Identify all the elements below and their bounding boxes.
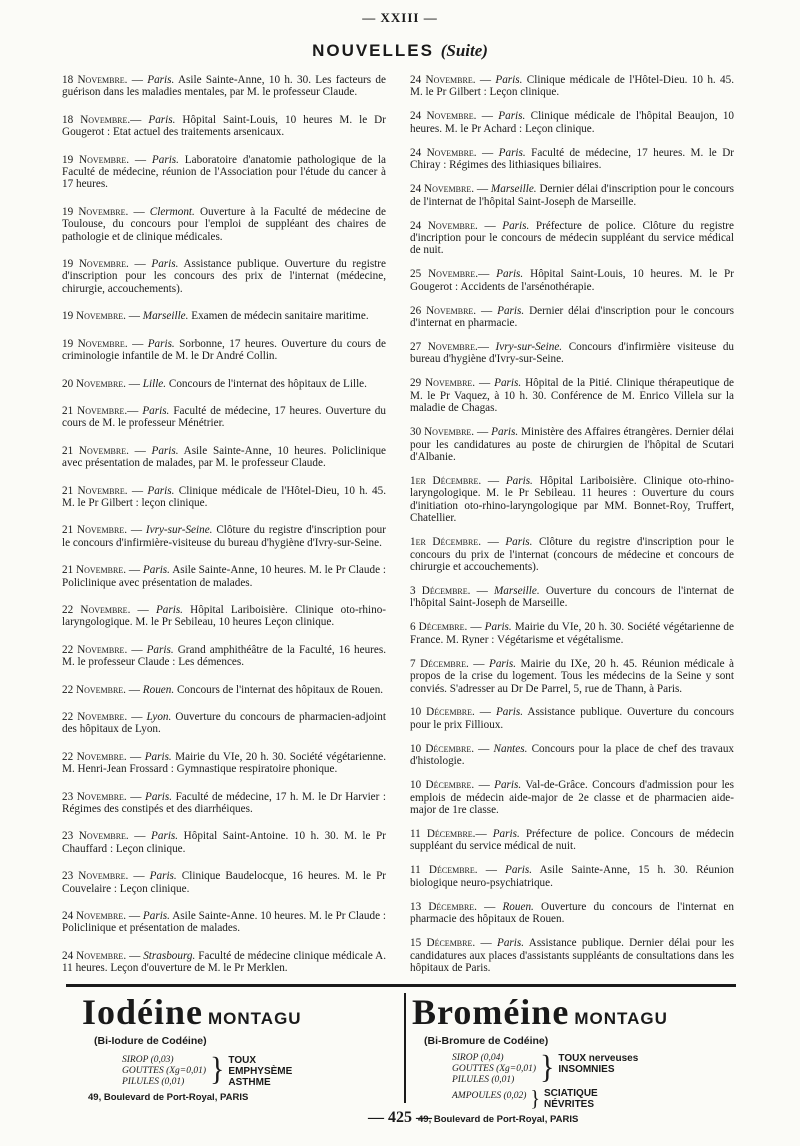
entry-dash: — [127, 524, 146, 537]
entry-dash: — [128, 870, 150, 883]
news-entry [62, 310, 386, 322]
title-suffix: (Suite) [440, 41, 488, 60]
entry-dash: — [126, 564, 143, 577]
entry-date: 22 Novembre. [62, 643, 128, 656]
entry-date: 23 Novembre. [62, 790, 127, 803]
entry-dash: — [126, 949, 144, 962]
form-item: GOUTTES (Xg=0,01) [452, 1064, 536, 1074]
entry-text: Ouverture à la Faculté de médecine de Toulouse, du concours pour l'emploi de suppléant des chaires de pathologie et de clinique médicales. [62, 205, 386, 243]
entry-place: Paris. [142, 910, 170, 923]
entry-dash [489, 341, 496, 353]
entry-place: Paris. [492, 828, 520, 840]
news-entry [410, 475, 734, 525]
entry-text: Hôpital Saint-Antoine. 10 h. 30. M. le Pr Chauffard : Leçon clinique. [62, 830, 387, 855]
news-entry [410, 743, 734, 768]
entry-place: Paris. [147, 337, 175, 350]
form-item: AMPOULES (0,02) [452, 1091, 527, 1101]
entry-text: Dernier délai d'inscription pour le concours de l'internat de l'hôpital Saint-Joseph de Marseille. [410, 183, 734, 208]
entry-dash: — [126, 750, 145, 763]
entry-text: Ouverture du concours de pharmacien-adjoint des hôpitaux de Lyon. [62, 711, 386, 736]
entry-text: Clôture du registre d'inscription pour le concours du prix de l'internat (concours de médecine et concours de chirurgie et accouchements). [410, 536, 735, 573]
entry-place: Paris. [497, 304, 525, 317]
entry-text: Faculté de médecine, 17 h. M. le Dr Harvier : Régimes des constipés et des diarrhéiques. [62, 790, 387, 816]
news-entry [410, 937, 734, 974]
entry-date: 21 Novembre. [62, 484, 128, 497]
ad-bromeine [412, 993, 742, 1125]
entry-place: Paris. [494, 377, 522, 390]
ad-subtitle: (Bi-Bromure de Codéine) [424, 1035, 549, 1047]
news-entry [410, 585, 734, 610]
entry-text: Clinique médicale de l'hôpital Beaujon, 10 heures. M. le Pr Achard : Leçon clinique. [410, 110, 735, 135]
news-entry [410, 220, 734, 257]
form-item: PILULES (0,01) [452, 1075, 515, 1085]
entry-date: 24 Novembre. [62, 949, 127, 962]
entry-date: 22 Novembre. [62, 750, 127, 763]
entry-dash: — [127, 74, 148, 86]
entry-dash: — [481, 536, 506, 549]
entry-text: Clinique Baudelocque, 16 heures. M. le Pr Couvelaire : Leçon clinique. [62, 870, 387, 895]
entry-dash: — [476, 146, 499, 159]
entry-date: 29 Novembre. [410, 377, 476, 390]
entry-dash: — [126, 790, 145, 803]
entry-text: Clôture du registre d'inscription pour le concours d'infirmière-visiteuse du bureau d'hygiène d'Ivry-sur-Seine. [62, 524, 387, 549]
news-entry [62, 206, 386, 243]
entry-dash: — [128, 258, 152, 271]
news-entry [62, 830, 386, 855]
entry-place: Paris. [497, 937, 525, 950]
entry-date: 27 Novembre.— [410, 341, 489, 354]
entry-date: 22 Novembre. [62, 603, 131, 616]
entry-date: 22 Novembre. [62, 683, 126, 696]
entry-place: Paris. [144, 750, 172, 763]
page-title [0, 41, 800, 61]
entry-place: Marseille. [142, 310, 189, 323]
entry-dash: — [474, 426, 492, 439]
entry-dash: — [475, 937, 497, 950]
entry-text: Laboratoire d'anatomie pathologique de la Faculté de médecine, réunion de l'Association pour l'étude du cancer à 17 heures. [62, 153, 387, 191]
entry-place: Paris. [147, 74, 175, 86]
news-entry [410, 901, 734, 926]
news-entry [410, 828, 734, 853]
indication: TOUX [228, 1055, 257, 1066]
ad-maker: MONTAGU [574, 1009, 668, 1028]
entry-place: Paris. [491, 426, 519, 439]
right-column [410, 74, 734, 974]
ad-maker: MONTAGU [208, 1009, 302, 1028]
entry-place: Paris. [142, 404, 170, 417]
left-column [62, 74, 386, 975]
entry-dash: — [130, 603, 156, 616]
entry-date: 6 Décembre. [410, 621, 468, 634]
news-entry [410, 268, 734, 293]
entry-place: Paris. [505, 474, 533, 487]
entry-text: Concours de l'internat des hôpitaux de Lille. [168, 377, 367, 390]
entry-date: 19 Novembre. [62, 310, 126, 323]
entry-date: 10 Décembre. [410, 742, 475, 755]
entry-date: 30 Novembre. [410, 426, 475, 439]
entry-date: 26 Novembre. [410, 304, 477, 317]
ad-address: 49, Boulevard de Port-Royal, PARIS [418, 1114, 579, 1125]
entry-dash: — [468, 657, 489, 670]
entry-dash: — [125, 377, 143, 390]
news-entry [62, 378, 386, 390]
entry-text: Préfecture de police. Concours de médecin suppléant du service médical de nuit. [410, 828, 735, 853]
news-entry [410, 341, 734, 366]
news-entry [410, 621, 734, 646]
entry-date: 11 Décembre.— [410, 828, 487, 840]
indication: SCIATIQUE [544, 1088, 598, 1099]
indication: NÉVRITES [544, 1099, 595, 1110]
news-entry [62, 338, 386, 363]
news-entry [62, 684, 386, 696]
entry-text: Hôpital Saint-Louis, 10 heures M. le Dr Gougerot : Etat actuel des traitements arsenicaux. [62, 113, 386, 139]
entry-text: Asile Sainte-Anne, 10 h. 30. Les facteurs de guérison dans les maladies mentales, par M. le professeur Claude. [62, 74, 386, 99]
entry-date: 24 Novembre. [410, 74, 476, 86]
entry-text: Préfecture de police. Clôture du registre d'incription pour le concours de médecin suppléant du service médical de nuit. [410, 219, 734, 257]
entry-place: Lille. [142, 377, 167, 390]
form-item: SIROP (0,03) [122, 1055, 174, 1065]
news-entry [62, 154, 386, 191]
entry-text: Assistance publique. Ouverture du registre d'inscription pour les concours des prix de l'internat (médecine, chirurgie, accouchements). [62, 258, 386, 295]
entry-place: Marseille. [493, 584, 540, 597]
news-entry [62, 564, 386, 589]
entry-date: 10 Décembre. [410, 706, 475, 719]
entry-date: 19 Novembre. [62, 153, 130, 166]
entry-date: 24 Novembre. [410, 110, 477, 123]
entry-place: Paris. [502, 219, 530, 232]
ad-forms [452, 1049, 742, 1086]
entry-place: Paris. [505, 536, 533, 549]
entry-text: Faculté de médecine, 17 heures. M. le Dr Chiray : Régimes des lithiasiques biliaires. [410, 146, 735, 172]
news-entry [62, 445, 386, 470]
entry-text: Ministère des Affaires étrangères. Dernier délai pour les candidatures au poste de chirurgien de l'hôpital de Scutari d'Albanie. [410, 426, 734, 463]
entry-text: Mairie du VIe, 20 h. 30. Société végétarienne de France. M. Ryner : Végétarisme et végétalisme. [410, 621, 734, 646]
news-entry [410, 377, 734, 414]
entry-text: Ouverture du concours de l'internat de l'hôpital Saint-Joseph de Marseille. [410, 584, 734, 610]
entry-place: Rouen. [502, 900, 534, 913]
brace: } [530, 1086, 541, 1112]
entry-date: 7 Décembre. [410, 657, 469, 670]
entry-dash: — [475, 377, 495, 390]
entry-date: 20 Novembre. [62, 377, 126, 390]
entry-dash: — [476, 110, 499, 123]
ad-subtitle: (Bi-Iodure de Codéine) [94, 1035, 207, 1047]
entry-text: Faculté de médecine, 17 heures. Ouverture du cours de M. le professeur Ménétrier. [62, 404, 386, 430]
news-entry [410, 706, 734, 731]
entry-date: 23 Novembre. [62, 870, 129, 883]
entry-text: Asile Sainte-Anne, 15 h. 30. Réunion biologique neuro-psychiatrique. [410, 864, 734, 889]
news-entry [62, 405, 386, 430]
news-entry [410, 779, 734, 816]
entry-dash: — [477, 864, 505, 877]
entry-dash: — [128, 830, 152, 843]
entry-text: Ouverture du concours de l'internat en pharmacie des hôpitaux de Rouen. [410, 900, 734, 926]
entry-date: 19 Novembre. [62, 205, 129, 218]
entry-date: 25 Novembre.— [410, 268, 490, 281]
entry-text: Sorbonne, 17 heures. Ouverture du cours de criminologie infantile de M. le Dr André Collin. [62, 337, 386, 363]
entry-place: Paris. [151, 444, 179, 457]
indication: ASTHME [228, 1077, 271, 1088]
entry-place: Nantes. [493, 742, 528, 755]
entry-date: 23 Novembre. [62, 830, 129, 843]
news-entry [62, 751, 386, 776]
entry-dash: — [476, 304, 498, 317]
entry-dash: — [475, 74, 496, 86]
entry-dash: — [125, 310, 143, 323]
entry-place: Ivry-sur-Seine. [145, 524, 213, 537]
entry-text: Assistance publique. Ouverture du concours pour le prix Fillioux. [410, 706, 734, 731]
news-entry [410, 305, 734, 330]
entry-dash: — [474, 706, 496, 719]
entry-place: Paris. [494, 779, 522, 792]
entry-dash: — [474, 779, 495, 792]
entry-text: Hôpital de la Pitié. Clinique thérapeutique de M. le Pr Vaquez, à 10 h. 30. Conférence de M. Enrico Villela sur la maladie de Chagas. [410, 377, 735, 415]
entry-place: Paris. [505, 864, 533, 877]
entry-text: Clinique médicale de l'Hôtel-Dieu, 10 h. 45. M. le Pr Gilbert : leçon clinique. [62, 484, 387, 509]
entry-place: Paris. [149, 870, 177, 883]
entry-text: Clinique médicale de l'Hôtel-Dieu. 10 h. 45. M. le Pr Gilbert : Leçon clinique. [410, 74, 735, 99]
indication: INSOMNIES [558, 1064, 615, 1075]
entry-text: Asile Sainte-Anne. 10 heures. M. le Pr Claude : Policlinique et présentation de malades. [62, 910, 387, 935]
entry-text: Hôpital Saint-Louis, 10 heures. M. le Pr Gougerot : Accidents de l'arsénothérapie. [410, 268, 735, 293]
entry-dash: — [127, 337, 148, 350]
entry-date: 21 Novembre.— [62, 404, 139, 417]
entry-place: Paris. [496, 268, 524, 281]
news-entry [62, 258, 386, 295]
entry-text: Asile Sainte-Anne, 10 heures. Policlinique avec présentation de malades, par M. le professeur Claude. [62, 444, 387, 470]
entry-dash: — [129, 153, 152, 166]
page-number: — 425 — [368, 1109, 432, 1126]
entry-date: 3 Décembre. [410, 584, 471, 597]
entry-date: 18 Novembre.— [62, 113, 142, 126]
entry-dash: — [125, 683, 143, 696]
entry-dash: — [128, 444, 152, 457]
entry-place: Paris. [495, 74, 523, 86]
entry-text: Val-de-Grâce. Concours d'admission pour les emplois de médecin aide-major de 2e classe et de pharmacien aide-major de 1re classe. [410, 779, 734, 817]
news-entry [62, 114, 386, 139]
entry-date: 24 Novembre. [410, 183, 475, 196]
roman-page-number: — XXIII — [362, 10, 438, 25]
ad-divider [404, 993, 406, 1103]
entry-date: 18 Novembre. [62, 74, 128, 86]
title-text: NOUVELLES [312, 41, 434, 60]
ad-iodeine [82, 993, 404, 1103]
entry-place: Paris. [498, 146, 526, 159]
news-entry [62, 485, 386, 510]
entry-place: Paris. [151, 258, 179, 271]
ad-brand: Broméine [412, 992, 570, 1032]
news-entry [410, 426, 734, 463]
entry-dash: — [470, 584, 494, 597]
entry-place: Paris. [155, 603, 183, 616]
indication: TOUX nerveuses [558, 1053, 639, 1064]
entry-text: Asile Sainte-Anne, 10 heures. M. le Pr Claude : Policlinique avec présentation de malades. [62, 564, 387, 589]
entry-place: Strasbourg. [143, 949, 196, 962]
entry-text: Mairie du IXe, 20 h. 45. Réunion médicale à propos de la crise du logement. Tous les médecins de la Seine y sont conviés. S'adresser au Dr De Parrel, 5, rue de Thann, à Paris. [410, 657, 735, 695]
entry-place: Clermont. [149, 205, 195, 218]
indication: EMPHYSÈME [228, 1066, 293, 1077]
entry-dash: — [467, 621, 485, 634]
form-item: SIROP (0,04) [452, 1053, 504, 1063]
entry-place: Paris. [146, 643, 174, 656]
news-entry [410, 658, 734, 695]
entry-dash: — [127, 711, 147, 723]
news-entry [62, 74, 386, 99]
entry-place: Paris. [151, 153, 179, 166]
entry-place: Paris. [495, 706, 524, 719]
entry-text: Examen de médecin sanitaire maritime. [191, 310, 369, 323]
news-entry [62, 644, 386, 669]
ad-forms [122, 1051, 404, 1088]
brace: } [210, 1051, 225, 1088]
entry-date: 10 Décembre. [410, 779, 475, 792]
entry-date: 21 Novembre. [62, 524, 128, 537]
news-entry [62, 791, 386, 816]
entry-dash: — [474, 183, 491, 196]
entry-place: Lyon. [146, 711, 172, 723]
ad-forms-2 [452, 1088, 742, 1110]
entry-date: 24 Novembre. [410, 146, 477, 159]
news-entry [410, 74, 734, 99]
entry-text: Faculté de médecine clinique médicale A. 11 heures. Leçon d'ouverture de M. le Pr Merklen. [62, 949, 387, 975]
entry-dash: — [476, 900, 503, 913]
news-entry [62, 604, 386, 629]
news-entry [62, 870, 386, 895]
form-item: GOUTTES (Xg=0,01) [122, 1066, 206, 1076]
entry-place: Rouen. [142, 683, 175, 696]
entry-place: Paris. [142, 564, 170, 577]
entry-place: Paris. [151, 830, 179, 843]
entry-date: 21 Novembre. [62, 444, 129, 457]
entry-text: Hôpital Lariboisière. Clinique oto-rhino-laryngologique. M. le Pr Sebileau, 10 heures Leçon clinique. [62, 603, 387, 629]
entry-place: Marseille. [490, 183, 537, 196]
entry-place: Paris. [144, 790, 173, 803]
entry-date: 1er Décembre. [410, 536, 482, 549]
entry-date: 22 Novembre. [62, 711, 128, 723]
entry-text: Assistance publique. Dernier délai pour les candidatures aux places d'assistants suppléants de consultations dans les hôpitaux de Paris. [410, 937, 734, 974]
entry-text: Dernier délai d'inscription pour le concours d'internat en pharmacie. [410, 304, 735, 330]
news-entry [410, 110, 734, 135]
news-entry [62, 950, 386, 975]
entry-date: 21 Novembre. [62, 564, 127, 577]
brace: } [540, 1049, 555, 1086]
entry-date: 24 Novembre. [410, 219, 478, 232]
entry-dash: — [127, 643, 147, 656]
news-entry [62, 711, 386, 736]
entry-date: 13 Décembre. [410, 900, 477, 913]
ad-address: 49, Boulevard de Port-Royal, PARIS [88, 1092, 249, 1103]
entry-place: Paris. [498, 110, 526, 123]
entry-place: Paris. [488, 657, 517, 670]
entry-dash: — [477, 219, 503, 232]
entry-dash: — [127, 484, 148, 497]
news-entry [62, 910, 386, 935]
entry-date: 19 Novembre. [62, 258, 129, 271]
entry-place: Ivry-sur-Seine. [495, 341, 563, 354]
news-entry [410, 183, 734, 208]
entry-date: 19 Novembre. [62, 337, 128, 350]
entry-text: Mairie du VIe, 20 h. 30. Société végétarienne. M. Henri-Jean Frossard : Gymnastique respiratoire phonique. [62, 750, 387, 776]
ad-brand: Iodéine [82, 992, 204, 1032]
news-entry [62, 524, 386, 549]
entry-dash: — [128, 205, 150, 218]
entry-dash: — [126, 910, 143, 923]
entry-date: 11 Décembre. [410, 864, 478, 877]
news-entry [410, 864, 734, 889]
entry-text: Concours pour la place de chef des travaux d'histologie. [410, 742, 735, 768]
entry-date: 24 Novembre. [62, 910, 127, 923]
form-item: PILULES (0,01) [122, 1077, 185, 1087]
entry-text: Concours d'infirmière visiteuse du bureau d'hygiène d'Ivry-sur-Seine. [410, 341, 735, 366]
entry-place: Paris. [148, 113, 176, 126]
entry-text: Hôpital Lariboisière. Clinique oto-rhino-laryngologique. M. le Pr Sebileau. 11 heures : Ouverture du cours d'initiation oto-rhino-laryngologique par MM. Bonnet-Roy, Truffert, Chatellier. [410, 474, 735, 525]
entry-text: Grand amphithéâtre de la Faculté, 16 heures. M. le professeur Claude : Les démences. [62, 643, 387, 669]
entry-date: 15 Décembre. [410, 937, 476, 950]
news-entry [410, 147, 734, 172]
news-entry [410, 536, 734, 573]
entry-dash: — [474, 742, 494, 755]
entry-place: Paris. [147, 484, 175, 497]
entry-text: Concours de l'internat des hôpitaux de Rouen. [176, 683, 384, 696]
entry-place: Paris. [484, 621, 512, 634]
entry-dash: — [481, 474, 506, 487]
entry-date: 1er Décembre. [410, 474, 482, 487]
